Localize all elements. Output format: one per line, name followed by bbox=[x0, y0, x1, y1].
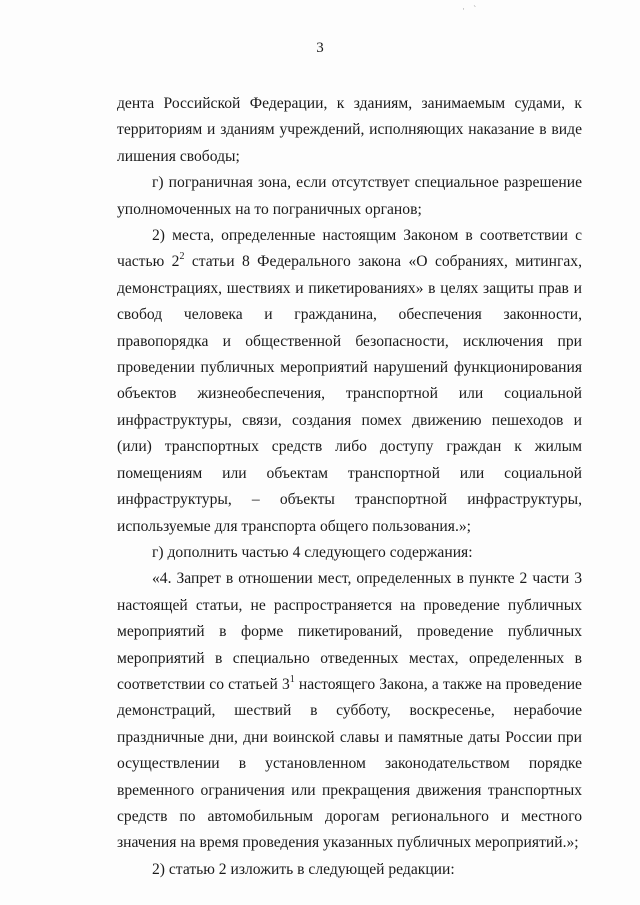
paragraph-text-part: «4. Запрет в отношении мест, определенных в пункте 2 части 3 настоящей статьи, не распространяется на проведение публичных мероприятий в форме пикетирований, проведение публичных мероприятий в специально отведенных местах, определенных в соответствии со статьей 3 bbox=[117, 570, 582, 693]
superscript: 2 bbox=[179, 251, 185, 263]
page-number: 3 bbox=[316, 40, 324, 56]
document-body bbox=[117, 91, 582, 883]
paragraph-article-2: 2) статью 2 изложить в следующей редакции: bbox=[152, 860, 455, 878]
paragraph-text-part: настоящего Закона, а также на проведение демонстраций, шествий в субботу, воскресенье, нерабочие праздничные дни, дни воинской славы и памятные даты России при осуществлении в установленном законодательством порядке временного ограничения или прекращения движения транспортных средств по автомобильным дорогам регионального и местного значения на время проведения указанных публичных мероприятий.»; bbox=[117, 675, 582, 852]
superscript: 1 bbox=[289, 673, 295, 685]
paragraph-places-defined bbox=[117, 223, 582, 540]
paragraph-part-4-text bbox=[117, 566, 582, 856]
scan-mark: · ` bbox=[462, 4, 480, 14]
paragraph-text-part: статьи 8 Федерального закона «О собраниях, митингах, демонстрациях, шествиях и пикетированиях» в целях защиты прав и свобод человека и гражданина, обеспечения законности, правопорядка и общественной безопасности, исключения при проведении публичных мероприятий нарушений функционирования объектов жизнеобеспечения, транспортной или социальной инфраструктуры, связи, создания помех движению пешеходов и (или) транспортных средств либо доступу граждан к жилым помещениям или объектам транспортной или социальной инфраструктуры, – объекты транспортной инфраструктуры, используемые для транспорта общего пользования.»; bbox=[117, 253, 582, 535]
paragraph-continuation: дента Российской Федерации, к зданиям, занимаемым судами, к территориям и зданиям учреждений, исполняющих наказание в виде лишения свободы; bbox=[117, 95, 582, 165]
paragraph-text-part: 2) места, определенные настоящим Законом в соответствии с частью 2 bbox=[117, 227, 582, 271]
paragraph-border-zone: г) пограничная зона, если отсутствует специальное разрешение уполномоченных на то пограничных органов; bbox=[117, 174, 582, 218]
paragraph-add-part-4: г) дополнить частью 4 следующего содержания: bbox=[152, 543, 473, 561]
